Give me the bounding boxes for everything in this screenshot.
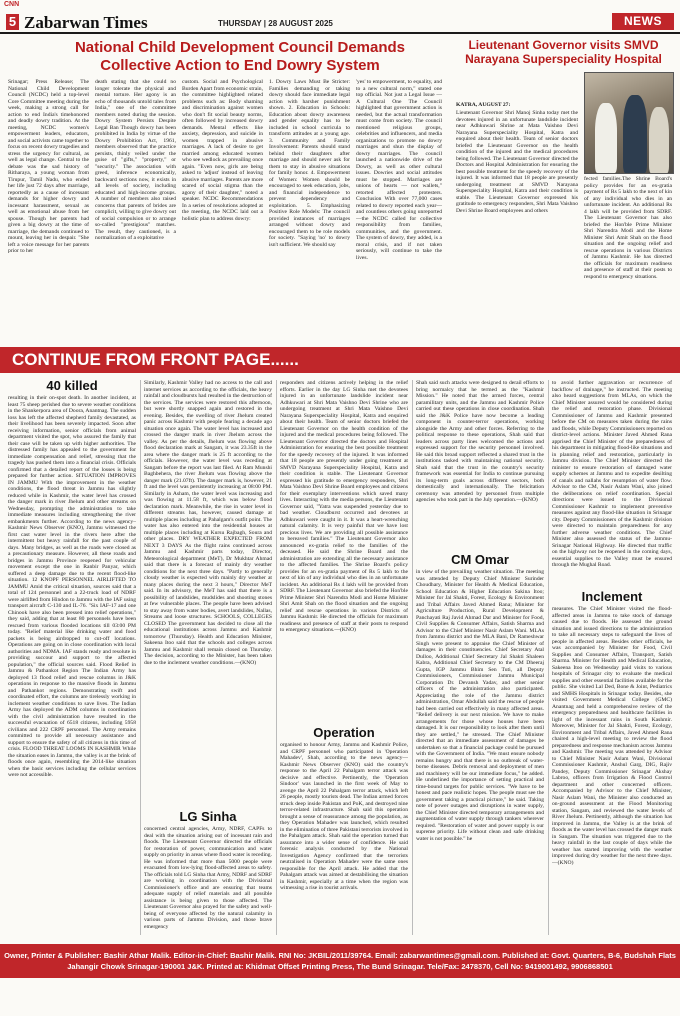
story1-column-2: death stating that she could no longer tolerate the physical and mental torture. Her agony is an echo of thousands untold tales from India," one of the committee members noted during the session. Dowry System Persists Despite Legal Ban Though dowry has been prohibited in India by virtue of the Dowry Prohibition Act, 1961, members observed that the practice persists, thinly veiled under the guise of "gifts," "property," or "security." The association with greed, inference economically, backward sections now, it exists in all levels of society, including educated and high-income groups. A number of members also raised concerns that parents of brides are complicit, willing to give dowry out of social compulsion or to arrange so-called "prestigious" matches. The result, they cautioned, is a normalization of a exploitative <box>95 79 176 241</box>
figure-shape <box>623 95 647 173</box>
continued-column-1: resulting in their on-spot death. In another incident, at least 75 sheep perished due to severe weather conditions in the Shankerpora area of Doora, Anantnag. The sudden loss has left the affected shepherd family devastated, as their livelihood has been severely impacted. Soon after receiving information, senior officials from animal department visited the spot, who assured the family that their case will be taken up with higher authorities. The distressed family has appealed to the government for immediate compensation and relief, stressing that the tragedy has pushed them into a financial crisis. Officials confirmed that a detailed report of the losses is being prepared for further action. SITUATION IMPROVES IN JAMMU With the improvement in the weather conditions, the flood threat in Jammu has slightly reduced while in Kashmir, the water level has crossed the danger mark in river Jhelum and other streams on Wednesday, prompting the administration to take immediate measures including strengthening the river embankments further. According to the news agency–Kashmir News Observer (KNO), Jammu witnessed the first cast water level in the rivers here after the intermittent but heavy rainfall for the past couple of days. Many bridges, as well as the roads were closed as a precautionary measure. However, all these roads and bridges in Jammu Province reopened for vehicular movement except the one in Ranbir Panyar, which suffered a deep damage due to the recent flood-like situation. 12 KNOPF PERSONNEL AIRLIFTED TO JAMMU Amid the critical situation, sources said that a total of 124 personnel and a 22-truck load of NDRF were airlifted from Hindon to Jammu with the IAF using transport aircraft C-130 and IL-76. "Six IAF-17 and one Chinook have also been pressed into relief operations," they said, adding that at least 80 personnels have been rescued from various flooded locations till 03:00 PM today. "Relief material like drinking water and food packets is being airdropped to cut-off locations. Operations are going on in close coordination with local authorities and NDMA. IAF stands ready and resolute in providing succour and support to the affected population," the official sources said. Flood Relief in Jammu & Pathankot Region The Indian Army has deployed 13 flood relief and rescue columns in J&K operations in response to the massive floods in Jammu and Pathankot regions. Demonstrating swift and coordinated effort, the columns are tirelessly working in inclement weather conditions to save lives. The Indian Army has deployed the ADM columns in coordination with the civil administration have resulted in the successful evacuation of 6518 citizens, including 5958 civilians and 222 CRPF personnel. The Army remains committed to provide all necessary assistance and support to ensure the safety of all citizens in this time of crisis. FLOOD THREAT LOOMS IN KASHMIR While the situation eases in Jammu, the valley is at the brink of floods once again, resembling the 2014-like situation when the basic services including the cellular services were not accessible. <box>8 395 136 778</box>
continued-column-2: Similarly, Kashmir Valley had no access to the call and internet services as according to the officials, the heavy rainfall and cloudbursts had resulted in the destruction of the services. The services were restored this afternoon, but were shortly snapped again and restored in the evening. Besides, the swelling of river Jhelum created panic across Kashmir with people fearing a decade ago situation once again. The water level has increased and crossed the danger mark in river Jhelum across the valley. As per the details, Jhelum was flowing above flood declaration mark at Sangam, it was 23.35ft in the area where the danger mark is 25 ft according to the officials. However, the water level was receding at Sangam before the report was last filed. At Ram Munshi Baghbehera, the river Jhelum was flowing above the danger mark (21.07ft). The danger mark is, however, 21 ft and the level was persistently increasing at 08:00 PM. Similarly in Asham, the water level was increasing and was flowing at 11.58 ft, which was below flood declaration mark. Meanwhile, the rise in water level in different streams has, however, caused damage at multiple places including at Pahalgam's outfit point. The water has also entered into the residential houses at multiple places including at Kursu Rajbagh, Soura and other places. DRY WEATHER EXPECTED FROM NEXT 3 DAYS As the flight rains continued across Jammu and Kashmir parts today, Director, Meteorological department (MeT), Dr Mukhtar Ahmad said that there is a forecast of mainly dry weather conditions for the next three days. "Partly to generally cloudy weather is expected with mainly dry weather at many places during the next 3 hours," Director MeT said. In its advisory, the MeT has said that there is a possibility of landslides, mudslides and shooting stones at few vulnerable places. The people have been advised to stay away from water bodies, avert landslides, Nallas, Streams and loose structures. SCHOOLS, COLLEGES CLOSED The government has decided to close all the educational institutions across Jammu and Kashmir tomorrow (Thursday). Health and Education Minister, Sakeena Itoo said that the schools and colleges across Jammu and Kashmir shall remain closed on Thursday. The decision, according to the Minister, has been taken due to the inclement weather conditions.—(KNO) <box>144 380 272 666</box>
paper-name: Zabarwan Times <box>24 13 148 32</box>
story2-column-1: Lieutenant Governor Shri Manoj Sinha today met the devotees injured in an unfortunate landslide incident near Adhkuwari Shrine at Mata Vaishno Devi Narayana Superspeciality Hospital, Katra and enquired about their health. Team of senior doctors briefed the Lieutenant Governor on the health condition of the injured and the medical procedures being followed. The Lieutenant Governor directed the Doctors and Hospital Administration for ensuring the best possible treatment for the speedy recovery of the injured. It was informed that 18 people are presently undergoing treatment at SMVD Narayana Superspeciality Hospital, Katra and their condition is stable. The Lieutenant Governor expressed his gratitude to emergency responders, Shri Mata Vaishno Devi Shrine Board employees and others <box>456 110 578 214</box>
subhead-inclement: Inclement <box>581 589 643 604</box>
column-divider <box>276 380 277 935</box>
story2-dateline: KATRA, AUGUST 27: <box>456 102 511 108</box>
brand-mark: CNN <box>4 1 20 8</box>
continued-column-4b: in view of the prevailing weather situation. The meeting was attended by Deputy Chief Minister Surinder Choudhary, Minister for Health & Medical Education, School Education & Higher Education Sakina Itoo; Minister for Jal Shakti, Forest, Ecology & Environment and Tribal Affairs Javed Ahmed Rana; Minister for Agriculture Production, Rural Development & Panchayati Raj Javid Ahmad Dar and Minister for Food, Civil Supplies & Consumer Affairs, Satish Sharma and Advisor to the Chief Minister Nasir Aslam Wani. MLAs from Jammu district and the MLA Bani, Dr Rameshwar Singh were present to appraise the Chief Minister of damages in their constituencies. Chief Secretary Atal Dulloo, Additional Chief Secretary Jal Shakti Shaleen Kabra, Additional Chief Secretary to the CM Dheeraj Gupta, IGP Jammu Bhim Sen Tuti, all Deputy Commissioners, Commissioner Jammu Municipal Corporation Dr. Devansh Yadav, and other senior officers of the administration also participated. Appreciating the role of the Jammu district administration, Omar Abdullah said the rescue of people had been carried out effectively in many affected areas. "Relief delivery is our next mission. We have to make arrangements for those whose houses have been damaged. It is our responsibility to look after them until they are settled," he stressed. The Chief Minister directed that an immediate assessment of damages be undertaken so that a financial package could be pursued with the Government of India. "We must ensure nobody remains hungry and that there is no outbreak of water-borne diseases. Debris removal and deployment of men and machinery will be our immediate focus," he added. He underlined the importance of setting practical and time-bound targets for public services. "We have to be honest and pace realistic hopes. The people must see the government taking a practical picture," he said. Taking note of power outages and disruptions in water supply, the Chief Minister directed temporary arrangements and augmentation of water supply through tankers wherever required. "Restoration of water and power supply is our supreme priority. Life without clean and safe drinking water is not possible." he <box>416 569 544 842</box>
continued-column-5b: measures. The Chief Minister visited the flood-affected areas in Jammu to take stock of damage caused due to floods. He assessed the ground situation and issued directions to the administration to take all necessary steps to safeguard the lives of people in affected areas. Besides other officials, he was accompanied by Minister for Food, Civil Supplies and Consumer Affairs, Transport, Satish Sharma. Minister for Health and Medical Education, Sakeena Itoo on Wednesday paid visits to various hospitals of Srinagar city to evaluate the medical supplies and other essential facilities available for the public. She visited Lal Ded, Bone & Joint, Pediatrics and SMHS Hospitals in Srinagar today. Besides, she visited Government Medical College (GMC) Anantnag and held a comprehensive review of the emergency preparedness and healthcare facilities in light of the incessant rains in South Kashmir. Moreover, Minister for Jal Shakti, Forest, Ecology, Environment and Tribal Affairs, Javed Ahmed Rana chaired a high-level meeting to review the flood preparedness and response mechanism across Jammu and Kashmir. The meeting was attended by Advisor to Chief Minister Nasir Aslam Wani, Divisional Commissioner Kashmir, Anshul Garg, DIG, Rajiv Pandey, Deputy Commissioner Srinagar Akshay Labroo, officers from Irrigation & Flood Control department and other concerned officers. Accompanied by Advisor to the Chief Minister, Nasir Aslam Wani, the Minister also conducted an on-ground assessment at the Flood Monitoring station, Sangam, and reviewed the water levels of River Jhelum. Pertinently, although the situation has improved in Jammu, the Valley is at the brink of floods as the water level has crossed the danger mark in Sangam. The situation was triggered due to the heavy rainfall in the last couple of days while the weather has started improving with the weather improved during dry weather for the next three days.—(KNO) <box>552 606 672 866</box>
story1-column-4: 1. Dowry Laws Must Be Stricter: Families demanding or taking dowry should face immediate legal action with harsher punishment shown. 2. Education in Schools: Education about dowry awareness and gender equality has to be included in school curricula to transform attitudes at a young age. 3. Community and Family Involvement: Parents should stand behind their daughters after marriage and should never ask for them to stay in abusive situations for family honor. 4. Empowerment of Women: Women should be encouraged to seek education, jobs, and financial independence to prevent dependency and exploitation. 5. Emphasizing Positive Role Models: The council provided instances of marriages arranged without dowry and encouraged them to be role models for society. "Saying 'no' to dowry isn't sufficient. We should say <box>269 79 350 248</box>
subhead-operation: Operation <box>313 725 375 740</box>
lieutenant-governor-photo <box>584 72 674 174</box>
subhead-cm-omar: CM Omar <box>451 552 509 567</box>
story1-column-3: custom. Social and Psychological Burden Apart from economic strain, the committee highlighted related problems such as: Body shaming and discrimination against women who don't fit social beauty norms, often followed by increased dowry demands. Mental effects like anxiety, depression, and suicide in women trapped in abusive marriages. A lack of desire to get married among educated women who see wedlock as prevailing once again. "Even now, girls are being asked to 'adjust' instead of leaving abusive marriages. Parents are more scared of social stigma than the agony of their daughter," noted a speaker. NCDC Recommendations In a series of resolutions adopted at the meeting, the NCDC laid out a holistic plan to address dowry: <box>182 79 263 222</box>
story1-column-5: 'yes' to empowerment, to equality, and to a new cultural norm," stated one top official. Not just a Legal Issue — A Cultural One The Council highlighted that government action is needed, but the actual transformation must come from society. The council mentioned religious groups, celebrities and influencers, and media organizations to promote no dowry marriages and shun the display of dowry marriages. The council launched a nationwide drive of the Dowry, as well as other cultural issues. Dowries and social attitudes must be stopped. Marriages are unions of hearts — not wallets," retorted affected protesters. Conclusion With over 77,000 cases related to dowry reported each year—and countless others going unreported—the NCDC called for collective responsibility from families, communities, and the government. The system of dowry, they added, is a moral crisis, and if not taken seriously, will continue to take the lives. <box>356 79 442 261</box>
imprint-line-2: Jahangir Chowk Srinagar-190001 J&K. Printed at: Khidmat Offset Printing Press, The Bund Srinagar. Tele/Fax: 2478370, Cell No: 9419001492, 9906868501 <box>67 962 613 971</box>
continue-banner: CONTINUE FROM FRONT PAGE...... <box>0 347 680 373</box>
continued-column-2b: concerned central agencies, Army, NDRF, CAPFs to deal with the situation arising out of incessant rain and floods. The Lieutenant Governor directed the officials for restoration of power, communication and water supply on priority in areas where flood water is receding. He was informed that more than 5000 people were evacuated from low-lying flood-affected areas to safety. The officials told LG Sinha that Army, NDRF and SDRF are working in coordination with the Divisional Commissioner's office and are ensuring that teams adequate supply of relief materials and all possible assistance is being given to those affected. The Lieutenant Governor also prayed for the safety and well-being of everyone affected by the natural calamity in various parts of Jammu Division, and those brave emergency <box>144 826 272 930</box>
continued-column-3: responders and citizens actively helping in the relief efforts. Earlier in the day LG Sinha met the devotees injured in an unfortunate landslide incident near Adhkuwari at Shri Mata Vaishno Devi Shrine who are undergoing treatment at Shri Mata Vaishno Devi Narayana Superspeciality Hospital, Katra and enquired about their health. Team of senior doctors briefed the Lieutenant Governor on the health condition of the injured and the medical procedures being followed. The Lieutenant Governor directed the doctors and Hospital Administration for ensuring the best possible treatment for the speedy recovery of the injured. It was informed that 18 people are presently under going treatment at SMVD Narayana Superspeciality Hospital, Katra and their condition is stable. The Lieutenant Governor expressed his gratitude to emergency responders, Shri Mata Vaishno Devi Shrine Board employees and citizens for their exemplary interventions which saved many lives. Interacting with the media persons, the Lieutenant Governor said, "Yatra was suspended yesterday due to bad weather. Cloudburst occurred and devotees at Adhkuwari were caught in it. It was a heart-wrenching natural calamity. It is very painful that we have lost precious lives. We are providing all possible assistance to bereaved families." The Lieutenant Governor also announced ex-gratia relief to the families of the deceased. He said the Shrine Board and the administration are extending all the necessary assistance to the affected families. The Shrine Board's policy provides for an ex-gratia payment of Rs 5 lakh to the next of kin of any individual who dies in an unfortunate incident. An additional Rs 4 lakh will be provided from SDRF. The Lieutenant Governor also briefed the Hon'ble Prime Minister Shri Narendra Modi and Home Minister Shri Amit Shah on the flood situation and the ongoing relief and rescue operations in various Districts of Jammu Kashmir. He directed the officials for maximum readiness and presence of staff at their posts to respond to emergency situations.—(KNO) <box>280 380 408 633</box>
section-label: NEWS <box>612 13 674 30</box>
column-divider <box>412 380 413 935</box>
column-divider <box>548 380 549 935</box>
story1-column-1: Srinagar; Press Release; The National Child Development Council (NCDC) held a top-level Core Committee meeting during the week, making a strong call for action to end India's timehonored and deadly dowry tradition. At the meeting, NCDC women's empowerment leaders, educators, and social activists came together to focus on recent dowry tragedies and stress the urgency for cultural, as well as legal change. Central to the debate was the sad history of Ritharaya, a young woman from Tirupur, Tamil Nadu, who ended her life just 72 days after marriage, reportedly as a cause of incessant demands for higher dowry and incessant harassment, sexual as well as emotional abuse from her spouse. Though her parents had given a big dowry at the time of marriage, the demands continued to mount, leaving her in despair. "She left a voice message for her parents prior to her <box>8 79 89 254</box>
figure-shape <box>595 103 617 173</box>
page-number: 5 <box>6 14 19 30</box>
continued-column-3b: organised to honour Army, Jammu and Kashmir Police, and CRPF personnel who participated in 'Operation Mahadev', Shah, according to the news agency—Kashmir News Observer (KNO) said the country's response to the April 22 Pahalgam terror attack was decisive and effective. Pertinently, the 'Operation Sindoor' was launched in the first week of May to avenge the April 22 Pahalgam terror attack, which left 26 people, mostly tourists dead. The Indian armed forces struck deep inside Pakistan and PoK, and destroyed nine terror-related infrastructure. Shah said this operation brought a sense of reassurance among the population, as they Operation Mahadev was launched, which resulted in the elimination of three Pakistani terrorists involved in the Pahalgam attack. Shah said the operation turned that assurance into a wider sense of confidence. He said forensic analysis conducted by the National Investigation Agency confirmed that the terrorists neutralised in Operation Mahadev were the same ones responsible for the April attack. He added that the Pahalgam attack was aimed at destabilising the situation in Kashmir, especially at a time when the region was witnessing a rise in tourist arrivals. <box>280 742 408 891</box>
subhead-40-killed: 40 killed <box>46 378 98 393</box>
imprint-line-1: Owner, Printer & Publisher: Bashir Athar Malik. Editor-in-Chief: Bashir Malik. RNI No: JKBIL/2011/39764. Email: zabarwantimes@gmail.com. Published at: Govt. Quarters, B-6, Budshah Flats <box>4 951 676 960</box>
subhead-lg-sinha: LG Sinha <box>179 809 237 824</box>
continued-column-5: to avoid further aggravation or recurrence of backflow of drainage," he instructed. The meeting also heard suggestions from MLAs, on which the Chief Minister assured would be considered during the relief and restoration phase. Divisional Commissioner of Jammu and Kashmir presented before the CM on measures taken during the rains and floods, while Deputy Commissioners reported on district-level actions. Minister Javed Ahmed Rana apprised the Chief Minister of the preparedness of his department in mitigating flood-like situations and in planning relief and restoration, particularly in Jammu division. The Chief Minister directed the minister to ensure restoration of damaged water supply schemes at Jammu and to expedite desilting of canals and nallahs for resumption of water flow. Advisor to the CM, Nasir Aslam Wani, also joined the deliberations on relief coordination. Special directions were issued to the Divisional Commissioner Kashmir to implement preventive measures against any flood-like situation in Srinagar city. Deputy Commissioners of the Kashmir division were directed to maintain preparedness for any further adverse weather conditions. The Chief Minister also assessed the status of the Jammu-Srinagar National Highway. He directed that traffic on the highway not be reopened in the coming days, essential supplies to the Valley must be ensured through the Mughal Road. <box>552 380 672 568</box>
masthead <box>0 10 680 34</box>
story2-headline: Lieutenant Governor visits SMVD Narayana Superspeciality Hospital <box>465 38 662 66</box>
column-divider <box>140 380 141 935</box>
figure-shape <box>649 107 669 173</box>
continued-column-4: Shah said such attacks were designed to derail efforts to bring normalcy that he termed as the "Kashmir Mission." He noted that the armed forces, central paramilitary units, and the Jammu and Kashmir Police carried out these operations in close coordination. Shah said the J&K Police have now become a leading component in counter-terror operations, working alongside the Army and other forces. Referring to the political response to these operations, Shah said that leaders across party lines welcomed the actions and expressed support for the security personnel involved. He said this broad support reflected a shared trust in the institutions tasked with maintaining national security. Shah said that the trust in the country's security framework was essential for India to continue pursuing its long-term goals across different sectors, both domestically and internationally. The felicitation ceremony was attended by personnel from multiple agencies who took part in the July operation.—(KNO) <box>416 380 544 503</box>
issue-date: THURSDAY | 28 AUGUST 2025 <box>218 19 333 28</box>
story2-column-3: fected families.The Shrine Board's policy provides for an ex-gratia payment of Rs 5 lakh to the next of kin of any individual who dies in an unfortunate incident. An additional Rs 4 lakh will be provided from SDRF. The Lieutenant Governor has also briefed the Hon'ble Prime Minister Shri Narendra Modi and the Home Minister Shri Amit Shah on the flood situation and the ongoing relief and rescue operations in various Districts of Jammu Kashmir. He has directed the officials for maximum readiness and presence of staff at their posts to respond to emergency situations. <box>584 176 672 280</box>
story1-headline: National Child Development Council Demands Collective Action to End Dowry System <box>74 39 406 74</box>
top-strip <box>0 0 680 10</box>
imprint-footer <box>0 944 680 978</box>
